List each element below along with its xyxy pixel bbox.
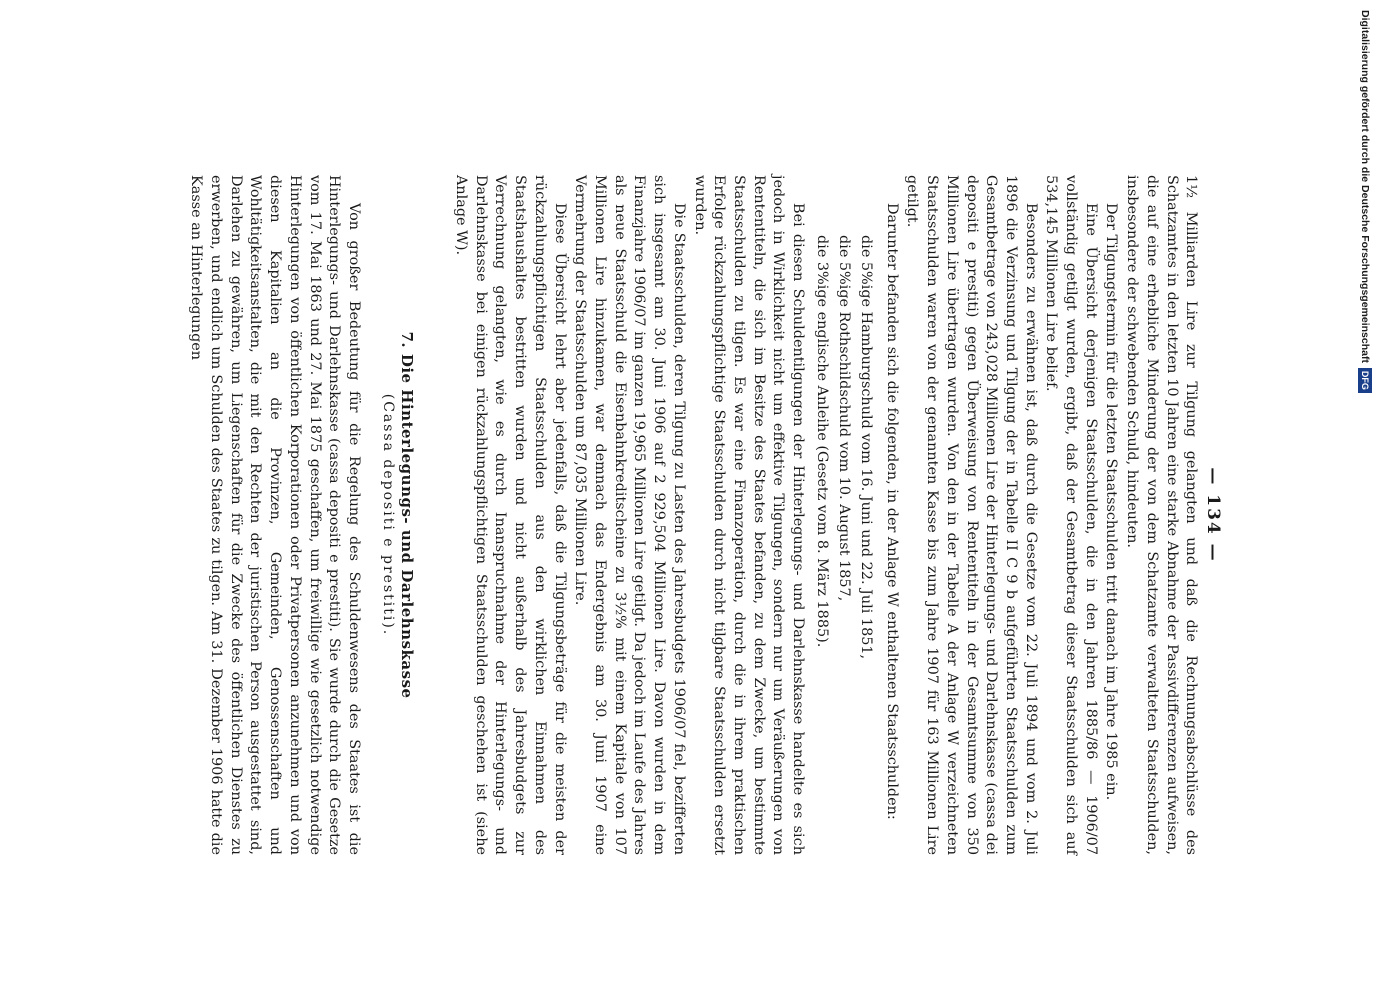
section-title: 7. Die Hinterlegungs- und Darlehnskasse [398, 331, 417, 699]
paragraph: Bei diesen Schuldentilgungen der Hinterlegungs- und Darlehnskasse handelte es sich jedoch in Wirklichkeit nicht um effektive Tilgungen, sondern nur um Veräußerungen von Rententiteln, die sich im Besitze des Staates befanden, zu dem Zwecke, um bestimmte Staatsschulden zu tilgen. Es war eine Finanzoperation, durch die in ihrem praktischen Erfolge rückzahlungspflichtige Staatsschulden durch nicht tilgbare Staatsschulden ersetzt wurden. [691, 175, 807, 855]
section-subtitle: (Cassa depositi e prestiti). [379, 393, 396, 637]
paragraph: 1½ Milliarden Lire zur Tilgung gelangten und daß die Rechnungsabschlüsse des Schatzamtes in den letzten 10 Jahren eine starke Abnahme der Passivdifferenzen aufweisen, die auf eine erhebliche Minderung der von dem Schatzamte verwalteten Staatsschulden, insbesondere der schwebenden Schuld, hindeuten. [1124, 175, 1200, 855]
list-item: die 3%ige englische Anleihe (Gesetz vom 8. März 1885). [814, 235, 831, 648]
paragraph: Die Staatsschulden, deren Tilgung zu Lasten des Jahresbudgets 1906/07 fiel, bezifferten sich insgesamt am 30. Juni 1906 auf 2 929,504 Millionen Lire. Davon wurden in dem Finanzjahre 1906/07 im ganzen 19,965 Millionen Lire getilgt. Da jedoch im Laufe des Jahres als neue Staatsschuld die Eisenbahnkreditscheine zu 3½% mit einem Kapitale von 107 Millionen Lire hinzukamen, war demnach das Endergebnis am 30. Juni 1907 eine Vermehrung der Staatsschulden um 87,035 Millionen Lire. [572, 175, 687, 855]
debt-list [811, 235, 877, 855]
paragraph: Darunter befanden sich die folgenden, in der Anlage W enthaltenen Staatsschulden: [883, 203, 900, 820]
page-text-block [142, 175, 1222, 855]
paragraph: Der Tilgungstermin für die letzten Staatsschulden tritt danach im Jahre 1985 ein. [1103, 203, 1120, 801]
list-item: die 5%ige Hamburgschuld vom 16. Juni und 22. Juli 1851, [858, 235, 875, 660]
rotated-page-area [142, 175, 1222, 855]
paragraph: Eine Übersicht derjenigen Staatsschulden, die in den Jahren 1885/86 — 1906/07 vollständig getilgt wurden, ergibt, daß der Gesamtbetrag dieser Staatsschulden sich auf 534,145 Millionen Lire belief. [1043, 175, 1099, 855]
page-number: — 134 — [1203, 467, 1223, 563]
rotated-page [142, 175, 1222, 855]
paragraph: Von großer Bedeutung für die Regelung des Schuldenwesens des Staates ist die Hinterlegungs- und Darlehnskasse (cassa depositi e prestiti). Sie wurde durch die Gesetze vom 17. Mai 1863 und 27. Mai 1875 geschaffen, um freiwillige wie gesetzlich notwendige Hinterlegungen von öffentlichen Korporationen oder Privatpersonen anzunehmen und von diesen Kapitalien an die Provinzen, Gemeinden, Genossenschaften und Wohltätigkeitsanstalten, die mit den Rechten der juristischen Person ausgestattet sind, Darlehen zu gewähren, um Liegenschaften für die Zwecke des öffentlichen Dienstes zu erwerben, und endlich um Schulden des Staates zu tilgen. Am 31. Dezember 1906 hatte die Kasse an Hinterlegungen [188, 175, 362, 855]
dfg-logo: DFG [1358, 368, 1372, 393]
margin-credit-text-rotated [1350, 10, 1380, 990]
list-item: die 5%ige Rothschildschuld vom 10. August 1857, [836, 235, 853, 602]
funding-note: Digitalisierung gefördert durch die Deutsche Forschungsgemeinschaft [1359, 10, 1371, 363]
paragraph: Besonders zu erwähnen ist, daß durch die Gesetze vom 22. Juli 1894 und vom 2. Juli 1896 die Verzinsung und Tilgung der in Tabelle II C 9 b aufgeführten Staatsschulden zum Gesamtbetrage von 243,028 Millionen Lire der Hinterlegungs- und Darlehnskasse (cassa dei depositi e prestiti) gegen Überweisung von Rententiteln in der Gesamtsumme von 350 Millionen Lire übertragen wurden. Von den in der Tabelle A der Anlage W verzeichneten Staatsschulden waren von der genannten Kasse bis zum Jahre 1907 für 163 Millionen Lire getilgt. [904, 175, 1039, 855]
margin-credit [1290, 10, 1380, 990]
paragraph: Diese Übersicht lehrt aber jedenfalls, daß die Tilgungsbeträge für die meisten der rückzahlungspflichtigen Staatsschulden aus den wirklichen Einnahmen des Staatshaushaltes bestritten wurden und nicht außerhalb des Jahresbudgets zur Verrechnung gelangten, wie es durch Inanspruchnahme der Hinterlegungs- und Darlehnskasse bei einigen rückzahlungspflichtigen Staatsschulden geschehen ist (siehe Anlage W). [453, 175, 568, 855]
